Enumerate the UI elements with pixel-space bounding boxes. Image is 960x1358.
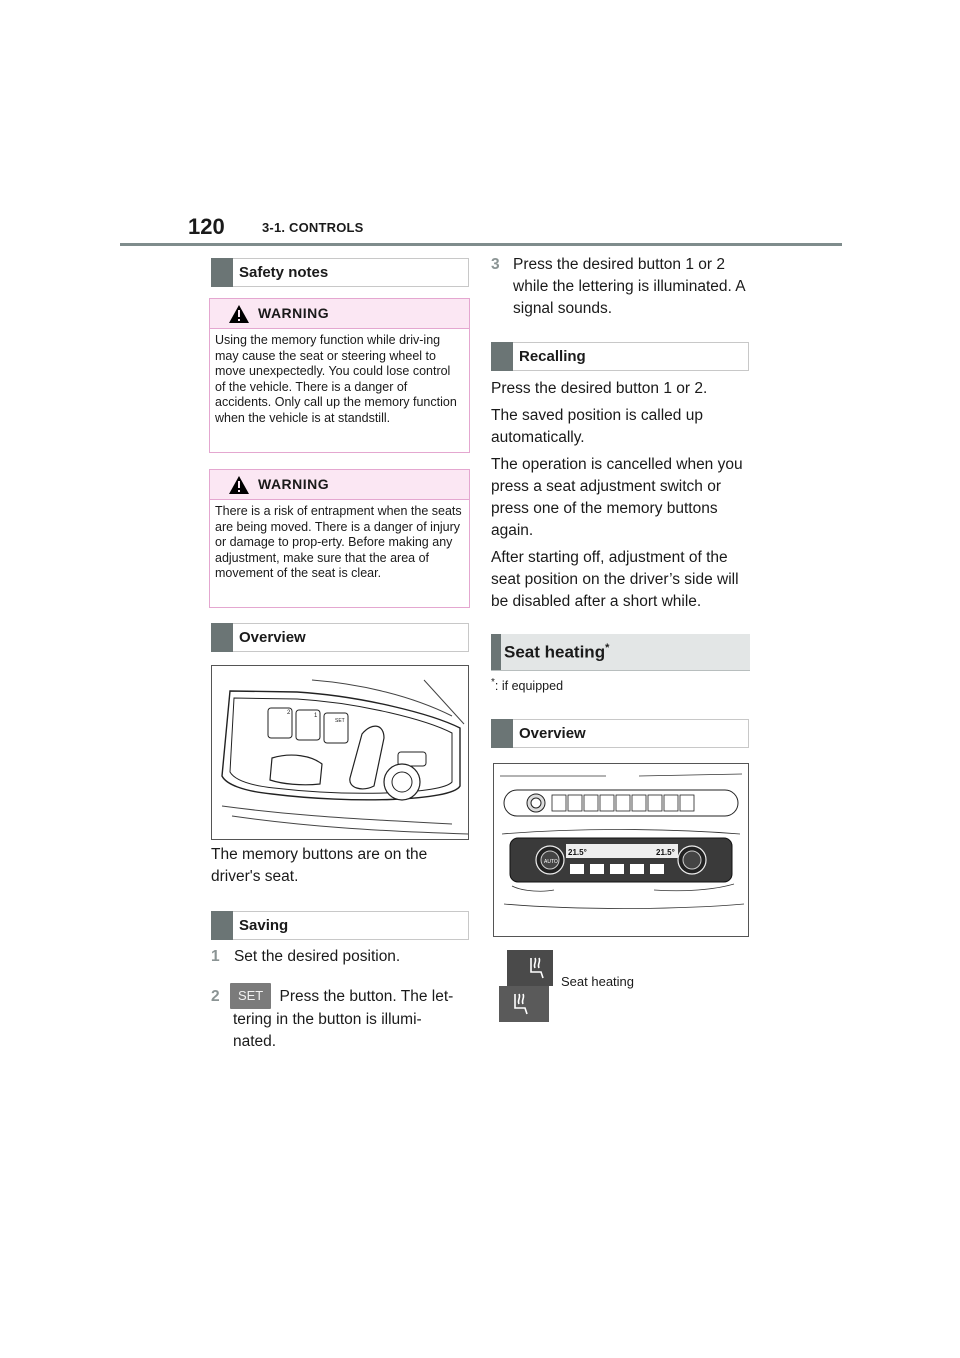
- step-text: Press the desired button 1 or 2 while the lettering is illuminated. A signal sounds.: [513, 256, 745, 317]
- section-bar: [491, 634, 501, 670]
- figure-label-2: 2: [287, 710, 291, 716]
- step-1: [211, 946, 473, 968]
- paragraph: After starting off, adjustment of the seat position on the driver’s side will be disabled after a short while.: [491, 549, 739, 610]
- paragraph: Press the desired button 1 or 2.: [491, 380, 708, 397]
- warning-label: WARNING: [258, 476, 330, 492]
- step-2-cont: [233, 1009, 473, 1053]
- figure-label-1: 1: [314, 713, 318, 719]
- warning-box-memory: [209, 298, 470, 453]
- step-2: [211, 983, 473, 1009]
- section-label: Overview: [239, 629, 306, 646]
- memory-buttons-figure: [211, 665, 469, 840]
- warning-triangle-icon: [228, 304, 250, 324]
- step-number: 1: [211, 948, 220, 965]
- section-label: Overview: [519, 725, 586, 742]
- page-number: 120: [188, 214, 225, 239]
- warning-label: WARNING: [258, 305, 330, 321]
- climate-panel-figure: [493, 763, 749, 937]
- warning-header: [210, 470, 469, 500]
- saving-heading: [211, 911, 469, 940]
- warning-text: Using the memory function while driv-ing may cause the seat or steering wheel to move unexpectedly. You could lose control of the vehicle. There is a danger of accidents. Only call up the memory function when the vehicle is at standstill.: [215, 333, 457, 425]
- step-text: Press the button. The let-: [279, 988, 454, 1005]
- section-bar: [491, 719, 513, 748]
- step-text: nated.: [233, 1033, 277, 1050]
- section-label: Recalling: [519, 348, 586, 365]
- seat-memory-illustration: [212, 666, 468, 839]
- temp-right: 21.5°: [656, 848, 675, 857]
- warning-triangle-icon: [228, 475, 250, 495]
- recalling-text: [491, 378, 753, 613]
- step-number: 2: [211, 988, 220, 1005]
- step-text: tering in the button is illumi-: [233, 1011, 422, 1028]
- footnote: [491, 677, 563, 693]
- section-bar: [491, 342, 513, 371]
- step-3: [491, 254, 751, 320]
- section-label: Safety notes: [239, 264, 329, 281]
- warning-box-entrapment: [209, 469, 470, 608]
- seat-heating-heading: [491, 634, 750, 671]
- section-label: Saving: [239, 917, 289, 934]
- paragraph: The saved position is called up automatically.: [491, 407, 703, 446]
- figure-label-set: SET: [335, 718, 345, 724]
- seat-heating-icon: [499, 950, 555, 1024]
- figure-caption: The memory buttons are on the driver's seat.: [211, 846, 428, 885]
- overview-heading-right: [491, 719, 749, 748]
- paragraph: The operation is cancelled when you press a seat adjustment switch or press one of the memory buttons again.: [491, 456, 743, 539]
- section-bar: [211, 623, 233, 652]
- overview-heading: [211, 623, 469, 652]
- auto-label: AUTO: [544, 859, 558, 865]
- warning-text: There is a risk of entrapment when the seats are being moved. There is a danger of injury or damage to prop-erty. Before making any adjustment, make sure that the area of movement of the seat is clear.: [215, 504, 462, 581]
- temp-left: 21.5°: [568, 848, 587, 857]
- section-bar: [211, 911, 233, 940]
- seat-heating-caption: Seat heating: [561, 974, 635, 989]
- recalling-heading: [491, 342, 749, 371]
- section-bar: [211, 258, 233, 287]
- section-label: Seat heating*: [504, 642, 610, 662]
- chapter-title: 3-1. CONTROLS: [262, 220, 364, 235]
- warning-header: [210, 299, 469, 329]
- set-button-icon: SET: [230, 983, 271, 1009]
- step-number: 3: [491, 256, 500, 273]
- header-rule: [120, 243, 842, 246]
- footnote-text: : if equipped: [494, 679, 564, 694]
- footnote-star: *: [491, 677, 495, 688]
- safety-notes-heading: [211, 258, 469, 287]
- climate-panel-illustration: [494, 764, 748, 936]
- step-text: Set the desired position.: [233, 948, 401, 965]
